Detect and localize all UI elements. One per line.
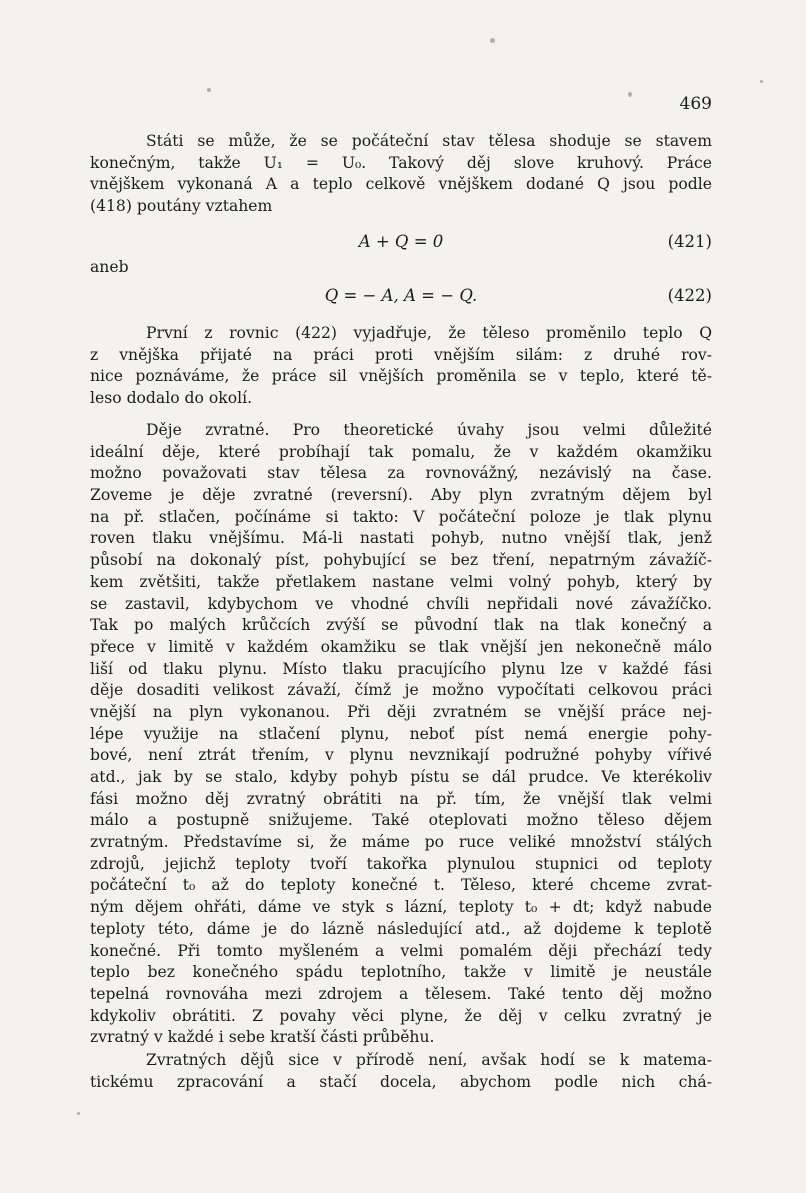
- text-line: teplo bez konečného spádu teplotního, takže v limitě je neustále: [90, 963, 712, 982]
- text-line: málo a postupně snižujeme. Také oteplovati možno těleso dějem: [90, 811, 712, 830]
- text-line: ným dějem ohřáti, dáme ve styk s lázní, teploty t₀ + dt; když nabude: [90, 898, 712, 917]
- text-line: z vnějška přijaté na práci proti vnějším silám: z druhé rov-: [90, 345, 712, 364]
- equation-number: (422): [667, 286, 712, 305]
- text-line: ideální děje, které probíhají tak pomalu, že v každém okamžiku: [90, 442, 712, 461]
- equation-number: (421): [667, 232, 712, 251]
- text-line: kdykoliv obrátiti. Z povahy věci plyne, že děj v celku zvratný je: [90, 1006, 712, 1025]
- text-line: bové, není ztrát třením, v plynu nevznikají podružné pohyby vířivé: [90, 746, 712, 765]
- text-line: liší od tlaku plynu. Místo tlaku pracujícího plynu lze v každé fási: [90, 659, 712, 678]
- text-line: Státi se může, že se počáteční stav tělesa shoduje se stavem: [146, 132, 712, 150]
- text-line: konečným, takže U₁ = U₀. Takový děj slove kruhový. Práce: [90, 153, 712, 172]
- text-line: se zastavil, kdybychom ve vhodné chvíli nepřidali nové závažíčko.: [90, 594, 712, 613]
- text-line: Zvratných dějů sice v přírodě není, avšak hodí se k matema-: [146, 1051, 712, 1069]
- text-line: atd., jak by se stalo, kdyby pohyb pístu se dál prudce. Ve kterékoliv: [90, 768, 712, 786]
- equation-422: [90, 286, 712, 310]
- text-line: vnější na plyn vykonanou. Při ději zvratném se vnější práce nej-: [90, 702, 712, 721]
- text-line: zdrojů, jejichž teploty tvoří takořka plynulou stupnici od teploty: [90, 854, 712, 873]
- text-line: počáteční t₀ až do teploty konečné t. Těleso, které chceme zvrat-: [90, 876, 712, 895]
- text-line: zvratným. Představíme si, že máme po ruce veliké množství stálých: [90, 833, 712, 852]
- scan-speck: [77, 1112, 80, 1115]
- text-line: tickému zpracování a stačí docela, abychom podle nich chá-: [90, 1072, 712, 1091]
- equation-formula: Q = − A, A = − Q.: [324, 286, 478, 305]
- text-line: konečné. Při tomto myšleném a velmi pomalém ději přechází tedy: [90, 941, 712, 960]
- text-line: Děje zvratné. Pro theoretické úvahy jsou velmi důležité: [146, 421, 712, 439]
- text-line: možno považovati stav tělesa za rovnovážný, nezávislý na čase.: [90, 464, 712, 483]
- equation-421: [90, 232, 712, 256]
- scan-speck: [207, 88, 211, 92]
- text-line: děje dosaditi velikost závaží, čímž je možno vypočítati celkovou práci: [90, 681, 712, 700]
- text-line: zvratný v každé i sebe kratší části průběhu.: [90, 1028, 435, 1047]
- text-line: tepelná rovnováha mezi zdrojem a tělesem. Také tento děj možno: [90, 984, 712, 1003]
- text-line: kem zvětšiti, takže přetlakem nastane velmi volný pohyb, který by: [90, 572, 712, 591]
- paragraph-3: [90, 420, 712, 1049]
- text-line: na př. stlačen, počínáme si takto: V počáteční poloze je tlak plynu: [90, 507, 712, 526]
- scan-speck: [490, 38, 495, 43]
- text-line: přece v limitě v každém okamžiku se tlak vnější jen nekonečně málo: [90, 637, 712, 656]
- scan-speck: [760, 80, 763, 83]
- text-line: fási možno děj zvratný obrátiti na př. tím, že vnější tlak velmi: [90, 789, 712, 808]
- paragraph-1: [90, 131, 712, 218]
- text-line: Tak po malých krůčcích zvýší se původní tlak na tlak konečný a: [90, 616, 712, 635]
- text-line: leso dodalo do okolí.: [90, 389, 253, 408]
- conjunction-aneb: aneb: [90, 258, 129, 276]
- text-line: (418) poutány vztahem: [90, 197, 273, 216]
- paragraph-2: [90, 323, 712, 410]
- equation-formula: A + Q = 0: [358, 232, 444, 251]
- text-line: roven tlaku vnějšímu. Má-li nastati pohyb, nutno vnější tlak, jenž: [90, 529, 712, 548]
- paragraph-4: [90, 1050, 712, 1093]
- page-number: 469: [679, 94, 712, 114]
- text-line: vnějškem vykonaná A a teplo celkově vnějškem dodané Q jsou podle: [90, 175, 712, 194]
- text-line: První z rovnic (422) vyjadřuje, že těleso proměnilo teplo Q: [146, 324, 712, 342]
- text-line: teploty této, dáme je do lázně následující atd., až dojdeme k teplotě: [90, 919, 712, 938]
- text-line: Zoveme je děje zvratné (reversní). Aby plyn zvratným dějem byl: [90, 486, 712, 505]
- scan-speck: [628, 92, 632, 97]
- text-line: nice poznáváme, že práce sil vnějších proměnila se v teplo, které tě-: [90, 367, 712, 386]
- text-line: lépe využije na stlačení plynu, neboť píst nemá energie pohy-: [90, 724, 712, 743]
- text-line: působí na dokonalý píst, pohybující se bez tření, nepatrným závažíč-: [90, 551, 712, 570]
